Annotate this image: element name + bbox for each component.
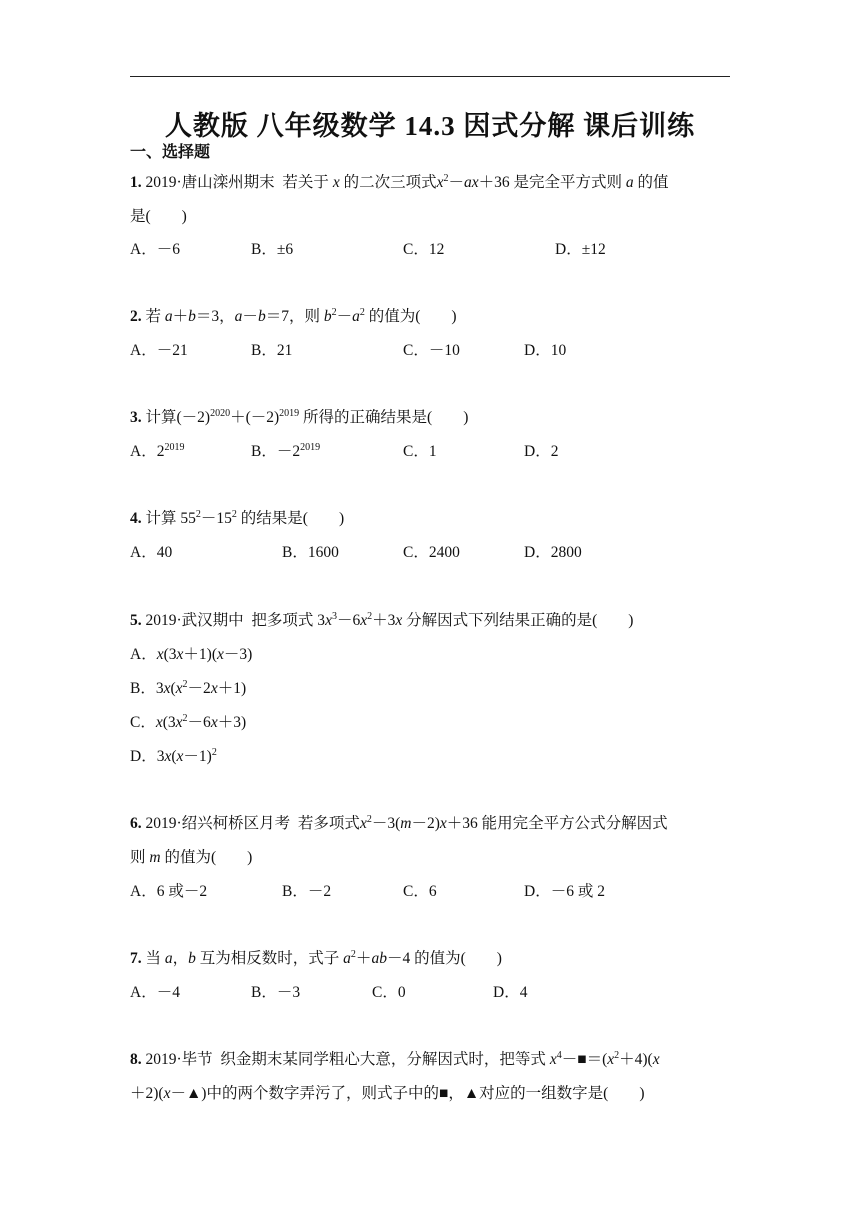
question-3-line-1 bbox=[130, 408, 468, 428]
math-op: －6 bbox=[336, 612, 361, 629]
math-var: x bbox=[155, 714, 163, 731]
option-d: D．10 bbox=[524, 342, 567, 359]
math-var: x bbox=[652, 1051, 660, 1068]
math-var: m bbox=[400, 815, 412, 832]
math-var: x bbox=[163, 680, 171, 697]
question-6-line-2 bbox=[130, 848, 252, 868]
question-text: 计算 55 bbox=[145, 510, 196, 527]
question-number: 7. bbox=[130, 950, 142, 967]
option-b bbox=[130, 679, 246, 699]
option-text: B．3 bbox=[130, 680, 164, 697]
question-text: 互为相反数时，式子 bbox=[199, 950, 340, 967]
option-a bbox=[130, 645, 252, 665]
math-var: x bbox=[607, 1051, 615, 1068]
math-op: ＋3) bbox=[217, 714, 247, 731]
question-text: ＋(－2) bbox=[230, 409, 280, 426]
math-var: x bbox=[436, 174, 444, 191]
question-number: 4. bbox=[130, 510, 142, 527]
question-source: 2019·唐山滦州期末 bbox=[145, 174, 275, 191]
option-b: B．1600 bbox=[282, 544, 339, 561]
question-text: 的值 bbox=[637, 174, 669, 191]
option-text: B．－2 bbox=[251, 443, 301, 460]
question-1-line-2: 是( ) bbox=[130, 208, 187, 225]
math-op: －3) bbox=[223, 646, 253, 663]
option-text: A． bbox=[130, 646, 157, 663]
option-c: C．0 bbox=[372, 984, 406, 1001]
math-op: ＋ bbox=[172, 308, 189, 325]
math-op: ＋2)( bbox=[130, 1085, 164, 1102]
option-a: A．－6 bbox=[130, 241, 180, 258]
math-op: (3 bbox=[163, 646, 177, 663]
math-var: x bbox=[210, 714, 218, 731]
math-exponent: 2 bbox=[182, 679, 188, 690]
option-b: B．－2 bbox=[282, 883, 332, 900]
option-text: D．3 bbox=[130, 748, 165, 765]
math-var: a bbox=[343, 950, 351, 967]
option-c bbox=[130, 713, 246, 733]
math-op: ＋1) bbox=[217, 680, 247, 697]
question-text: 的值为( ) bbox=[368, 308, 457, 325]
math-var: x bbox=[175, 714, 183, 731]
question-text: 的二次三项式 bbox=[343, 174, 437, 191]
math-var: x bbox=[163, 1085, 171, 1102]
question-number: 8. bbox=[130, 1051, 142, 1068]
option-c: C．－10 bbox=[403, 342, 460, 359]
option-d bbox=[130, 747, 217, 767]
option-a: A．40 bbox=[130, 544, 173, 561]
math-var: x bbox=[175, 680, 183, 697]
option-d: D．2800 bbox=[524, 544, 582, 561]
math-op: ( bbox=[171, 748, 177, 765]
math-var: a bbox=[164, 308, 173, 325]
math-var: x bbox=[439, 815, 447, 832]
question-text: 的值为( ) bbox=[164, 849, 253, 866]
question-text: 若 bbox=[145, 308, 162, 325]
question-6-line-1 bbox=[130, 814, 668, 834]
math-op: －1) bbox=[183, 748, 212, 765]
math-exponent: 2 bbox=[367, 611, 373, 622]
option-d: D．±12 bbox=[555, 241, 606, 258]
math-exponent: 2 bbox=[231, 509, 237, 520]
question-4-line-1 bbox=[130, 509, 344, 529]
page-title: 人教版 八年级数学 14.3 因式分解 课后训练 bbox=[164, 111, 696, 141]
math-op: ＝3， bbox=[195, 308, 235, 325]
math-exponent: 2019 bbox=[164, 442, 185, 453]
math-exponent: 2 bbox=[614, 1050, 620, 1061]
option-b: B．±6 bbox=[251, 241, 294, 258]
math-op: － bbox=[336, 308, 353, 325]
option-a: A．6 或－2 bbox=[130, 883, 208, 900]
question-text: －▲)中的两个数字弄污了，则式子中的■，▲对应的一组数字是( ) bbox=[170, 1085, 645, 1102]
question-number: 5. bbox=[130, 612, 142, 629]
math-var: x bbox=[176, 646, 184, 663]
math-op: －2 bbox=[187, 680, 211, 697]
option-a bbox=[130, 442, 184, 462]
question-7-line-1 bbox=[130, 949, 502, 969]
question-number: 1. bbox=[130, 174, 142, 191]
math-op: ＋4)( bbox=[619, 1051, 653, 1068]
math-var: a bbox=[164, 950, 173, 967]
math-exponent: 2019 bbox=[279, 408, 300, 419]
question-number: 2. bbox=[130, 308, 142, 325]
question-text: 把多项式 3 bbox=[251, 612, 326, 629]
math-var: x bbox=[216, 646, 224, 663]
question-text: 的结果是( ) bbox=[240, 510, 345, 527]
math-exponent: 3 bbox=[331, 611, 337, 622]
question-text: ＋36 能用完全平方公式分解因式 bbox=[446, 815, 668, 832]
math-op: － bbox=[242, 308, 258, 325]
question-text: 则 bbox=[130, 849, 146, 866]
question-text: －15 bbox=[200, 510, 232, 527]
question-8-line-2 bbox=[130, 1084, 645, 1104]
math-op: ( bbox=[170, 680, 176, 697]
math-var: x bbox=[156, 646, 164, 663]
question-5-line-1 bbox=[130, 611, 633, 631]
math-exponent: 2020 bbox=[210, 408, 231, 419]
math-exponent: 2019 bbox=[300, 442, 321, 453]
math-var: x bbox=[549, 1051, 557, 1068]
question-number: 3. bbox=[130, 409, 142, 426]
question-text: 计算(－2) bbox=[145, 409, 211, 426]
option-b: B．21 bbox=[251, 342, 293, 359]
question-text: 若关于 bbox=[282, 174, 329, 191]
option-text: A．2 bbox=[130, 443, 165, 460]
option-b bbox=[251, 442, 320, 462]
question-text: 当 bbox=[145, 950, 162, 967]
question-text: 是完全平方式则 bbox=[513, 174, 623, 191]
math-var: x bbox=[325, 612, 332, 629]
question-text: －4 的值为( ) bbox=[386, 950, 502, 967]
math-exponent: 2 bbox=[331, 307, 337, 318]
math-var: a bbox=[352, 308, 360, 325]
header-rule bbox=[130, 76, 730, 77]
option-d: D．2 bbox=[524, 443, 559, 460]
math-exponent: 2 bbox=[211, 747, 217, 758]
option-c: C．2400 bbox=[403, 544, 460, 561]
math-op: (3 bbox=[162, 714, 176, 731]
option-c: C．12 bbox=[403, 241, 445, 258]
question-2-line-1 bbox=[130, 307, 457, 327]
math-var: b bbox=[188, 308, 196, 325]
math-op: －3( bbox=[371, 815, 401, 832]
math-var: a bbox=[625, 174, 634, 191]
math-var: ax bbox=[464, 174, 479, 191]
question-text: 织金期末某同学粗心大意，分解因式时，把等式 bbox=[220, 1051, 546, 1068]
math-var: x bbox=[176, 748, 184, 765]
math-var: x bbox=[395, 612, 403, 629]
math-exponent: 2 bbox=[350, 949, 356, 960]
math-op: ＋36 bbox=[478, 174, 510, 191]
option-c: C．1 bbox=[403, 443, 437, 460]
math-var: b bbox=[188, 950, 196, 967]
math-exponent: 2 bbox=[366, 814, 372, 825]
question-text: 分解因式下列结果正确的是( ) bbox=[406, 612, 634, 629]
math-exponent: 2 bbox=[443, 173, 449, 184]
math-var: b bbox=[323, 308, 332, 325]
math-var: x bbox=[164, 748, 172, 765]
math-var: ab bbox=[371, 950, 387, 967]
math-var: x bbox=[210, 680, 218, 697]
question-1-line-1 bbox=[130, 173, 669, 193]
option-c: C．6 bbox=[403, 883, 437, 900]
punctuation: ， bbox=[172, 950, 189, 967]
math-var: x bbox=[332, 174, 340, 191]
math-op: －6 bbox=[187, 714, 211, 731]
math-exponent: 2 bbox=[195, 509, 201, 520]
question-source: 2019·绍兴柯桥区月考 bbox=[145, 815, 291, 832]
math-op: ＋1)( bbox=[183, 646, 217, 663]
option-a: A．－4 bbox=[130, 984, 180, 1001]
math-var: x bbox=[359, 815, 367, 832]
question-number: 6. bbox=[130, 815, 142, 832]
question-source: 2019·武汉期中 bbox=[145, 612, 244, 629]
math-op: － bbox=[448, 174, 464, 191]
question-source: 2019·毕节 bbox=[145, 1051, 213, 1068]
option-a: A．－21 bbox=[130, 342, 188, 359]
math-exponent: 2 bbox=[182, 713, 188, 724]
option-d: D．－6 或 2 bbox=[524, 883, 605, 900]
section-heading: 一、选择题 bbox=[130, 144, 211, 161]
question-text: 所得的正确结果是( ) bbox=[303, 409, 469, 426]
math-op: ＋3 bbox=[372, 612, 396, 629]
math-var: x bbox=[360, 612, 368, 629]
option-text: C． bbox=[130, 714, 156, 731]
math-exponent: 4 bbox=[556, 1050, 562, 1061]
math-op: ＝7，则 bbox=[265, 308, 320, 325]
math-var: b bbox=[257, 308, 266, 325]
math-op: －2) bbox=[411, 815, 440, 832]
option-d: D．4 bbox=[493, 984, 528, 1001]
math-op: ＋ bbox=[355, 950, 372, 967]
math-op: －■＝( bbox=[561, 1051, 608, 1068]
math-exponent: 2 bbox=[359, 307, 365, 318]
option-b: B．－3 bbox=[251, 984, 301, 1001]
question-8-line-1 bbox=[130, 1050, 660, 1070]
math-var: m bbox=[149, 849, 161, 866]
question-text: 若多项式 bbox=[297, 815, 360, 832]
math-var: a bbox=[234, 308, 243, 325]
